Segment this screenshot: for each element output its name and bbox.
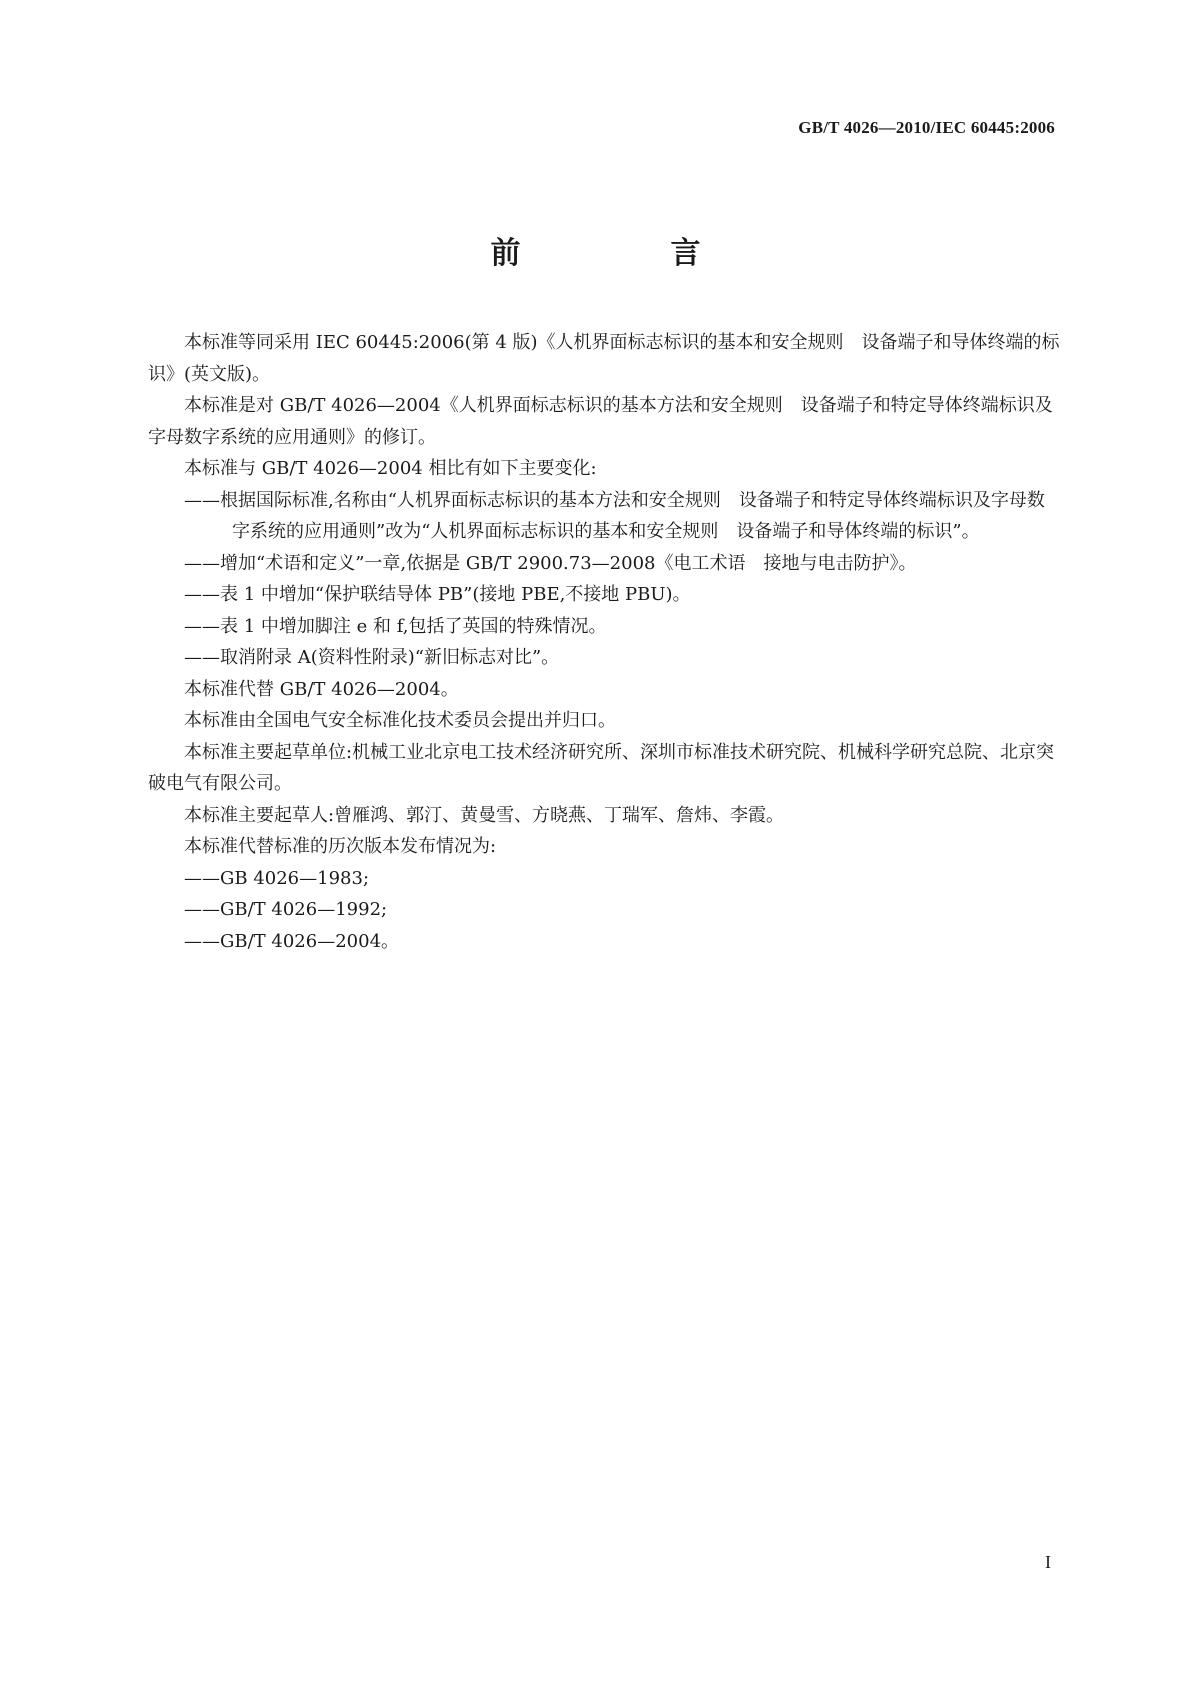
- paragraph: 本标准与 GB/T 4026—2004 相比有如下主要变化:: [184, 458, 597, 479]
- list-item: ——GB/T 4026—2004。: [184, 930, 400, 952]
- list-item: ——根据国际标准,名称由“人机界面标志标识的基本方法和安全规则 设备端子和特定导体终端标识及字母数字系统的应用通则”改为“人机界面标志标识的基本和安全规则 设备端子和导体终端的标识”。: [184, 489, 1045, 542]
- paragraph: 本标准代替 GB/T 4026—2004。: [184, 678, 459, 700]
- page-number: I: [1045, 1552, 1051, 1572]
- list-item: ——GB 4026—1983;: [184, 867, 370, 889]
- page-title: 前 言: [490, 236, 761, 271]
- list-item: ——取消附录 A(资料性附录)“新旧标志对比”。: [184, 647, 560, 668]
- list-item: ——表 1 中增加脚注 e 和 f,包括了英国的特殊情况。: [184, 615, 607, 637]
- list-item: ——GB/T 4026—1992;: [184, 899, 388, 920]
- foreword-body: [148, 327, 1060, 957]
- page-header-standard-code: GB/T 4026—2010/IEC 60445:2006: [798, 118, 1055, 137]
- paragraph: 本标准由全国电气安全标准化技术委员会提出并归口。: [184, 710, 616, 731]
- list-item: ——表 1 中增加“保护联结导体 PB”(接地 PBE,不接地 PBU)。: [184, 584, 691, 605]
- paragraph: 本标准主要起草人:曾雁鸿、郭汀、黄曼雪、方晓燕、丁瑞军、詹炜、李霞。: [184, 804, 785, 826]
- paragraph: 本标准主要起草单位:机械工业北京电工技术经济研究所、深圳市标准技术研究院、机械科学研究总院、北京突破电气有限公司。: [148, 741, 1055, 794]
- list-item: ——增加“术语和定义”一章,依据是 GB/T 2900.73—2008《电工术语 接地与电击防护》。: [184, 552, 917, 574]
- paragraph: 本标准等同采用 IEC 60445:2006(第 4 版)《人机界面标志标识的基本和安全规则 设备端子和导体终端的标识》(英文版)。: [148, 332, 1060, 385]
- paragraph: 本标准是对 GB/T 4026—2004《人机界面标志标识的基本方法和安全规则 设备端子和特定导体终端标识及字母数字系统的应用通则》的修订。: [148, 395, 1053, 448]
- paragraph: 本标准代替标准的历次版本发布情况为:: [184, 836, 497, 857]
